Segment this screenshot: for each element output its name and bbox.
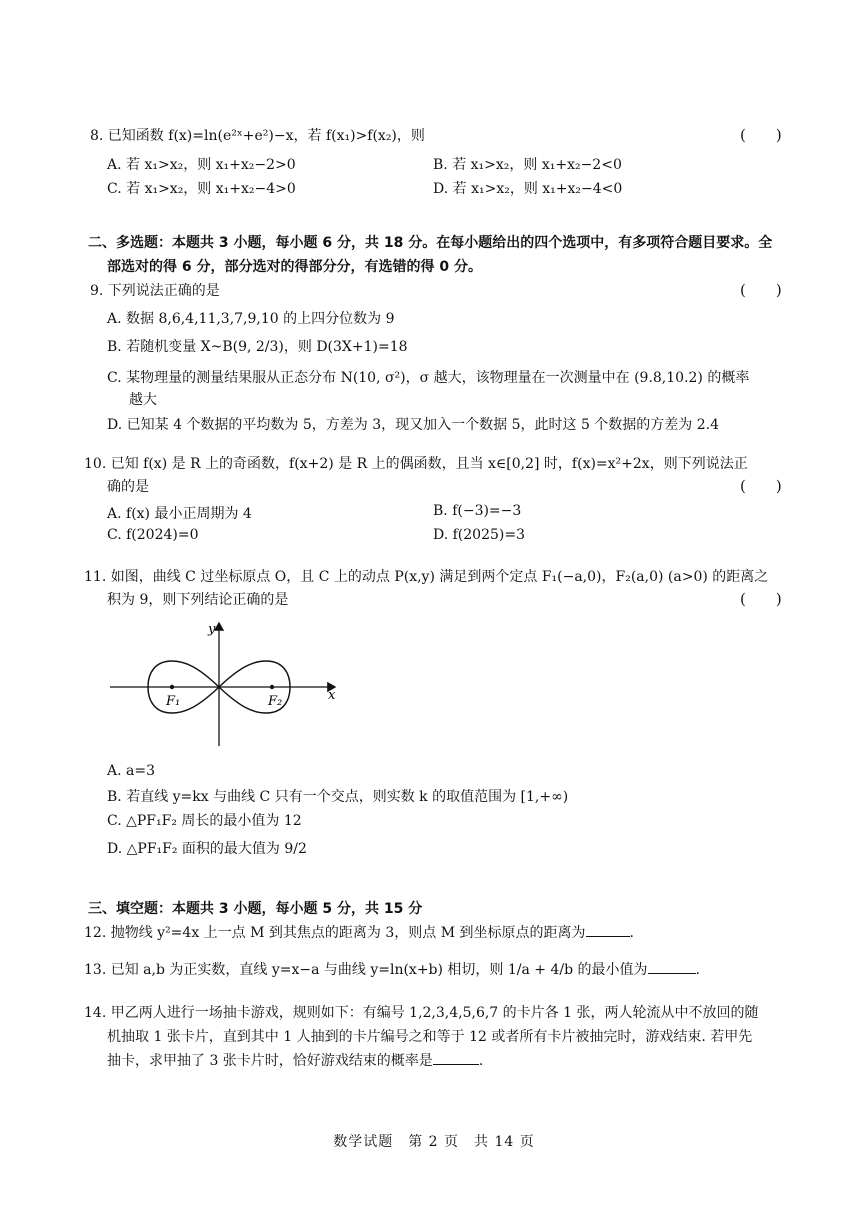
- focus-f2-point: [270, 685, 274, 689]
- q11-option-b: B. 若直线 y=kx 与曲线 C 只有一个交点，则实数 k 的取值范围为 [1,+∞): [107, 789, 569, 805]
- q12-text: 12. 抛物线 y²=4x 上一点 M 到其焦点的距离为 3，则点 M 到坐标原点的距离为: [84, 925, 586, 941]
- q8-option-c: C. 若 x₁>x₂，则 x₁+x₂−4>0: [107, 181, 296, 197]
- q11-option-c: C. △PF₁F₂ 周长的最小值为 12: [107, 813, 302, 829]
- q11-option-d: D. △PF₁F₂ 面积的最大值为 9/2: [107, 841, 307, 857]
- q10-option-d: D. f(2025)=3: [433, 527, 525, 543]
- q14-line3: [107, 1050, 483, 1070]
- q9-stem: 9. 下列说法正确的是: [90, 283, 220, 299]
- q8-option-a: A. 若 x₁>x₂，则 x₁+x₂−2>0: [107, 157, 296, 173]
- q9-option-d: D. 已知某 4 个数据的平均数为 5，方差为 3，现又加入一个数据 5，此时这 5 个数据的方差为 2.4: [107, 417, 720, 433]
- q13-answer-blank[interactable]: [648, 961, 696, 974]
- q12: [84, 922, 634, 942]
- q14-line2: 机抽取 1 张卡片，直到其中 1 人抽到的卡片编号之和等于 12 或者所有卡片被抽完时，游戏结束. 若甲先: [107, 1029, 753, 1045]
- q12-answer-blank[interactable]: [586, 924, 630, 937]
- f2-label: F₂: [268, 694, 283, 709]
- q8-option-b: B. 若 x₁>x₂，则 x₁+x₂−2<0: [433, 157, 622, 173]
- q12-end: .: [629, 925, 634, 941]
- page-footer: 数学试题 第 2 页 共 14 页: [333, 1134, 535, 1150]
- focus-f1-point: [170, 685, 174, 689]
- q9-option-a: A. 数据 8,6,4,11,3,7,9,10 的上四分位数为 9: [107, 311, 395, 327]
- q10-option-a: A. f(x) 最小正周期为 4: [107, 506, 252, 522]
- f1-label: F₁: [166, 694, 181, 709]
- q14-line3-text: 抽卡，求甲抽了 3 张卡片时，恰好游戏结束的概率是: [107, 1053, 433, 1069]
- q8-option-d: D. 若 x₁>x₂，则 x₁+x₂−4<0: [433, 181, 623, 197]
- q10-option-c: C. f(2024)=0: [107, 527, 199, 543]
- section2-heading-line1: 二、多选题：本题共 3 小题，每小题 6 分，共 18 分。在每小题给出的四个选项中，有多项符合题目要求。全: [88, 235, 773, 251]
- q14-line1: 14. 甲乙两人进行一场抽卡游戏，规则如下：有编号 1,2,3,4,5,6,7 的卡片各 1 张，两人轮流从中不放回的随: [84, 1005, 759, 1021]
- q10-stem-line2: 确的是: [107, 479, 149, 495]
- q10-stem-line1: 10. 已知 f(x) 是 R 上的奇函数，f(x+2) 是 R 上的偶函数，且当 x∈[0,2] 时，f(x)=x²+2x，则下列说法正: [84, 456, 748, 472]
- lemniscate-figure: [100, 615, 350, 755]
- q8-stem: 8. 已知函数 f(x)=ln(e²ˣ+e²)−x，若 f(x₁)>f(x₂)，则: [90, 128, 425, 144]
- q8-answer-paren: ( ): [740, 126, 782, 144]
- q10-option-b: B. f(−3)=−3: [433, 503, 522, 519]
- x-axis-label: x: [328, 688, 336, 703]
- q13-end: .: [695, 962, 700, 978]
- q13-text: 13. 已知 a,b 为正实数，直线 y=x−a 与曲线 y=ln(x+b) 相切，则 1/a + 4/b 的最小值为: [84, 962, 648, 978]
- q14-answer-blank[interactable]: [433, 1052, 479, 1065]
- section2-heading-line2: 部选对的得 6 分，部分选对的得部分分，有选错的得 0 分。: [107, 259, 482, 275]
- q9-option-c-line1: C. 某物理量的测量结果服从正态分布 N(10, σ²)，σ 越大，该物理量在一次测量中在 (9.8,10.2) 的概率: [107, 370, 750, 386]
- q9-option-b: B. 若随机变量 X~B(9, 2/3)，则 D(3X+1)=18: [107, 339, 408, 355]
- q11-stem-line2: 积为 9，则下列结论正确的是: [107, 592, 289, 608]
- q10-answer-paren: ( ): [740, 477, 782, 495]
- section3-heading: 三、填空题：本题共 3 小题，每小题 5 分，共 15 分: [88, 901, 423, 917]
- y-axis-label: y: [208, 622, 216, 637]
- q11-option-a: A. a=3: [107, 763, 155, 779]
- q14-end: .: [478, 1053, 484, 1069]
- q11-answer-paren: ( ): [740, 590, 782, 608]
- q11-stem-line1: 11. 如图，曲线 C 过坐标原点 O，且 C 上的动点 P(x,y) 满足到两个定点 F₁(−a,0)，F₂(a,0) (a>0) 的距离之: [84, 569, 769, 585]
- q9-option-c-line2: 越大: [129, 392, 157, 408]
- q9-answer-paren: ( ): [740, 281, 782, 299]
- q13: [84, 959, 700, 979]
